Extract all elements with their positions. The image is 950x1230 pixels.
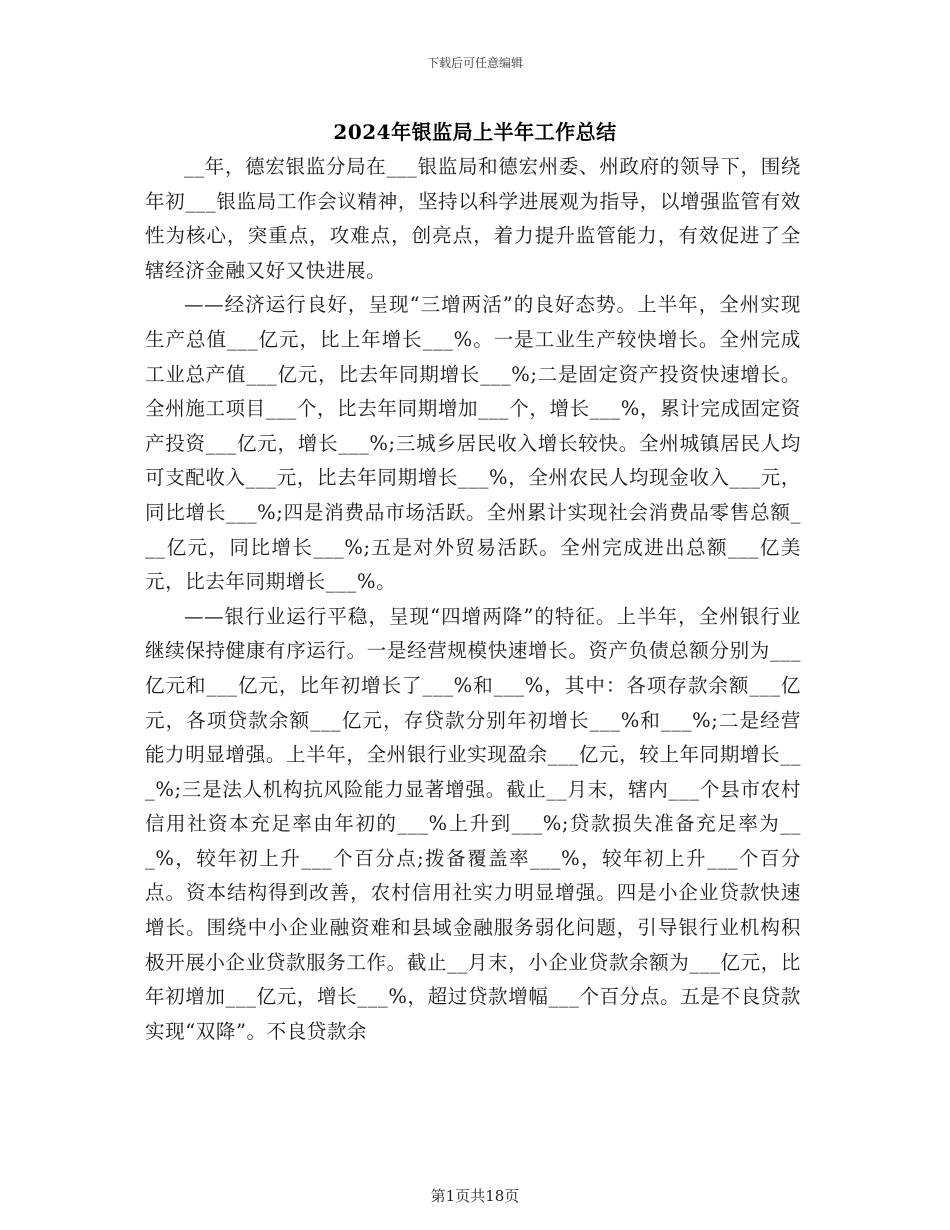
page-number: 第1页共18页 (430, 1187, 520, 1205)
paragraph-banking: ——银行业运行平稳，呈现“四增两降”的特征。上半年，全州银行业继续保持健康有序运行。一是经营规模快速增长。资产负债总额分别为___亿元和___亿元，比年初增长了___%和___%，其中：各项存款余额___亿元，各项贷款余额___亿元，存贷款分别年初增长___%和___%;二是经营能力明显增强。上半年，全州银行业实现盈余___亿元，较上年同期增长___%;三是法人机构抗风险能力显著增强。截止__月末，辖内___个县市农村信用社资本充足率由年初的___%上升到___%;贷款损失准备充足率为___%，较年初上升___个百分点;拨备覆盖率___%，较年初上升___个百分点。资本结构得到改善，农村信用社实力明显增强。四是小企业贷款快速增长。围绕中小企业融资难和县域金融服务弱化问题，引导银行业机构积极开展小企业贷款服务工作。截止__月末，小企业贷款余额为___亿元，比年初增加___亿元，增长___%，超过贷款增幅___个百分点。五是不良贷款实现“双降”。不良贷款余 (145, 604, 801, 1043)
document-title: 2024年银监局上半年工作总结 (333, 120, 617, 144)
header-note: 下载后可任意编辑 (426, 56, 523, 70)
document-body (145, 150, 801, 1049)
paragraph-intro: __年，德宏银监分局在___银监局和德宏州委、州政府的领导下，围绕年初___银监局工作会议精神，坚持以科学进展观为指导，以增强监管有效性为核心，突重点，攻难点，创亮点，着力提升监管能力，有效促进了全辖经济金融又好又快进展。 (145, 155, 801, 282)
paragraph-economy: ——经济运行良好，呈现“三增两活”的良好态势。上半年，全州实现生产总值___亿元，比上年增长___%。一是工业生产较快增长。全州完成工业总产值___亿元，比去年同期增长___%;二是固定资产投资快速增长。全州施工项目___个，比去年同期增加___个，增长___%，累计完成固定资产投资___亿元，增长___%;三城乡居民收入增长较快。全州城镇居民人均可支配收入___元，比去年同期增长___%，全州农民人均现金收入___元，同比增长___%;四是消费品市场活跃。全州累计实现社会消费品零售总额___亿元，同比增长___%;五是对外贸易活跃。全州完成进出总额___亿美元，比去年同期增长___%。 (145, 293, 801, 594)
